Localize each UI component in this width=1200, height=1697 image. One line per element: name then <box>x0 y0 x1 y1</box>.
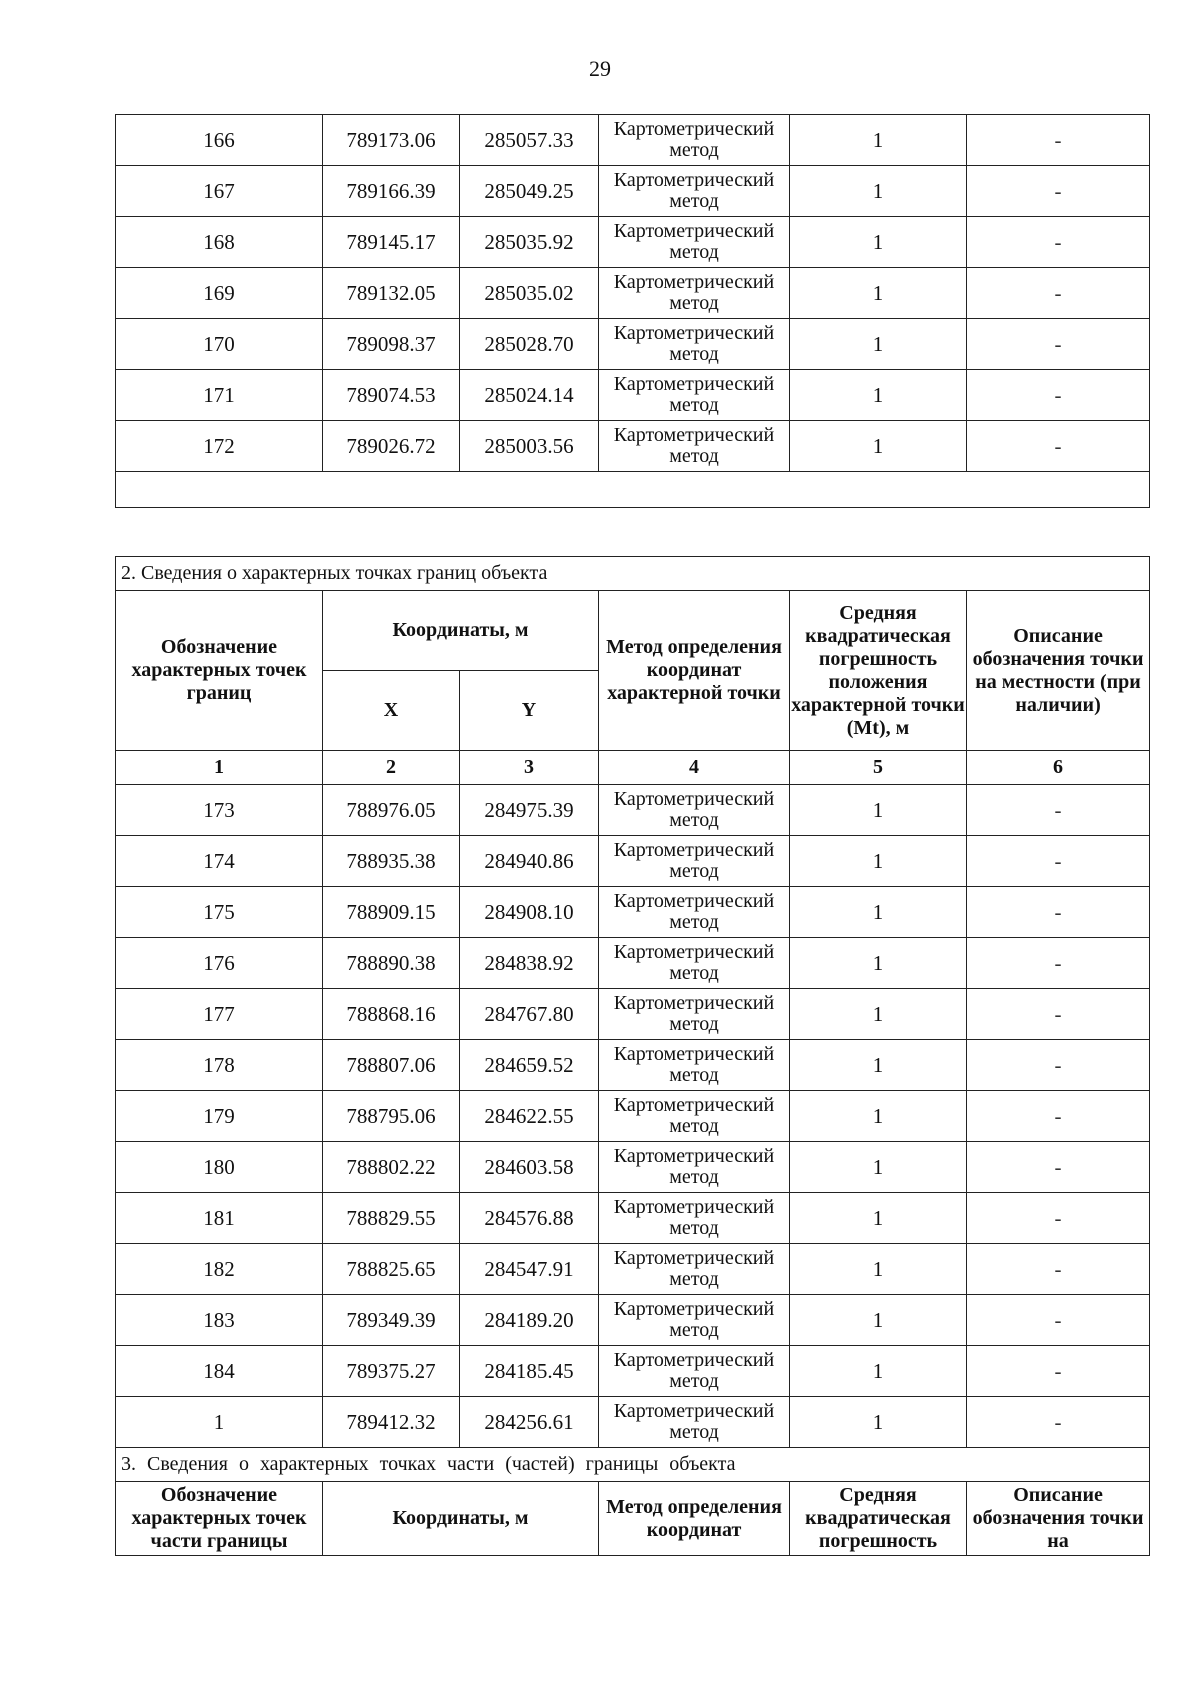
header-designation: Обозначение характерных точек границ <box>116 591 323 751</box>
error-value: 1 <box>790 1142 967 1193</box>
description-value: - <box>967 1295 1150 1346</box>
point-number: 168 <box>116 217 323 268</box>
point-number: 180 <box>116 1142 323 1193</box>
table-row <box>116 1040 1150 1091</box>
error-value: 1 <box>790 836 967 887</box>
method-cell: Картометрический метод <box>599 268 790 319</box>
coord-y: 284767.80 <box>460 989 599 1040</box>
coord-x: 789026.72 <box>323 421 460 472</box>
table-row <box>116 421 1150 472</box>
method-cell: Картометрический метод <box>599 989 790 1040</box>
description-value: - <box>967 1040 1150 1091</box>
coord-x: 788825.65 <box>323 1244 460 1295</box>
section3-title-row <box>116 1448 1150 1482</box>
error-value: 1 <box>790 989 967 1040</box>
coord-y: 284576.88 <box>460 1193 599 1244</box>
point-number: 182 <box>116 1244 323 1295</box>
table-row <box>116 166 1150 217</box>
table-boundary-points <box>115 556 1150 1556</box>
table-row <box>116 1397 1150 1448</box>
table-row <box>116 1142 1150 1193</box>
method-cell: Картометрический метод <box>599 836 790 887</box>
s3-header-error: Средняя квадратическая погрешность <box>790 1482 967 1556</box>
section3-title: 3. Сведения о характерных точках части (частей) границы объекта <box>116 1448 1150 1482</box>
description-value: - <box>967 319 1150 370</box>
coord-x: 788802.22 <box>323 1142 460 1193</box>
section2-header-row <box>116 591 1150 671</box>
table-row <box>116 319 1150 370</box>
method-cell: Картометрический метод <box>599 785 790 836</box>
coord-x: 788935.38 <box>323 836 460 887</box>
coord-x: 788829.55 <box>323 1193 460 1244</box>
header-description: Описание обозначения точки на местности (при наличии) <box>967 591 1150 751</box>
table-row <box>116 1244 1150 1295</box>
point-number: 166 <box>116 115 323 166</box>
coord-x: 789349.39 <box>323 1295 460 1346</box>
error-value: 1 <box>790 1040 967 1091</box>
coord-x: 788890.38 <box>323 938 460 989</box>
table-row <box>116 217 1150 268</box>
point-number: 181 <box>116 1193 323 1244</box>
coord-x: 789145.17 <box>323 217 460 268</box>
description-value: - <box>967 1142 1150 1193</box>
table-row <box>116 836 1150 887</box>
point-number: 1 <box>116 1397 323 1448</box>
coord-x: 788909.15 <box>323 887 460 938</box>
method-cell: Картометрический метод <box>599 1040 790 1091</box>
column-number: 5 <box>790 751 967 785</box>
error-value: 1 <box>790 115 967 166</box>
coord-y: 285003.56 <box>460 421 599 472</box>
error-value: 1 <box>790 370 967 421</box>
point-number: 170 <box>116 319 323 370</box>
table-continuation <box>115 114 1150 508</box>
header-y: Y <box>460 671 599 751</box>
section2-title-row <box>116 557 1150 591</box>
point-number: 173 <box>116 785 323 836</box>
method-cell: Картометрический метод <box>599 887 790 938</box>
table-row <box>116 1346 1150 1397</box>
coord-y: 284603.58 <box>460 1142 599 1193</box>
table-continuation-body <box>116 115 1150 472</box>
description-value: - <box>967 1244 1150 1295</box>
table-row <box>116 887 1150 938</box>
point-number: 174 <box>116 836 323 887</box>
description-value: - <box>967 989 1150 1040</box>
coord-y: 284908.10 <box>460 887 599 938</box>
method-cell: Картометрический метод <box>599 370 790 421</box>
coord-y: 284256.61 <box>460 1397 599 1448</box>
description-value: - <box>967 887 1150 938</box>
coord-x: 789173.06 <box>323 115 460 166</box>
coord-y: 285035.02 <box>460 268 599 319</box>
error-value: 1 <box>790 166 967 217</box>
header-x: X <box>323 671 460 751</box>
error-value: 1 <box>790 268 967 319</box>
error-value: 1 <box>790 938 967 989</box>
method-cell: Картометрический метод <box>599 1295 790 1346</box>
section2-title: 2. Сведения о характерных точках границ объекта <box>116 557 1150 591</box>
description-value: - <box>967 1091 1150 1142</box>
point-number: 179 <box>116 1091 323 1142</box>
coord-y: 284547.91 <box>460 1244 599 1295</box>
method-cell: Картометрический метод <box>599 1397 790 1448</box>
method-cell: Картометрический метод <box>599 166 790 217</box>
error-value: 1 <box>790 887 967 938</box>
method-cell: Картометрический метод <box>599 1142 790 1193</box>
table-row <box>116 785 1150 836</box>
coord-y: 284659.52 <box>460 1040 599 1091</box>
coord-x: 789412.32 <box>323 1397 460 1448</box>
section2-body <box>116 785 1150 1448</box>
description-value: - <box>967 166 1150 217</box>
point-number: 177 <box>116 989 323 1040</box>
coord-x: 788868.16 <box>323 989 460 1040</box>
coord-y: 285049.25 <box>460 166 599 217</box>
coord-y: 285057.33 <box>460 115 599 166</box>
method-cell: Картометрический метод <box>599 938 790 989</box>
description-value: - <box>967 268 1150 319</box>
column-number: 4 <box>599 751 790 785</box>
method-cell: Картометрический метод <box>599 1346 790 1397</box>
empty-row <box>116 472 1150 508</box>
point-number: 184 <box>116 1346 323 1397</box>
coord-y: 285035.92 <box>460 217 599 268</box>
coord-x: 789132.05 <box>323 268 460 319</box>
coord-y: 285028.70 <box>460 319 599 370</box>
table-row <box>116 989 1150 1040</box>
s3-header-method: Метод определения координат <box>599 1482 790 1556</box>
header-coords: Координаты, м <box>323 591 599 671</box>
error-value: 1 <box>790 1244 967 1295</box>
description-value: - <box>967 938 1150 989</box>
header-method: Метод определения координат характерной точки <box>599 591 790 751</box>
column-number: 1 <box>116 751 323 785</box>
description-value: - <box>967 370 1150 421</box>
coord-x: 788807.06 <box>323 1040 460 1091</box>
point-number: 171 <box>116 370 323 421</box>
column-number: 6 <box>967 751 1150 785</box>
error-value: 1 <box>790 785 967 836</box>
method-cell: Картометрический метод <box>599 217 790 268</box>
table-row <box>116 268 1150 319</box>
description-value: - <box>967 217 1150 268</box>
description-value: - <box>967 785 1150 836</box>
error-value: 1 <box>790 1295 967 1346</box>
method-cell: Картометрический метод <box>599 115 790 166</box>
method-cell: Картометрический метод <box>599 1091 790 1142</box>
s3-header-coords: Координаты, м <box>323 1482 599 1556</box>
column-number: 2 <box>323 751 460 785</box>
error-value: 1 <box>790 1193 967 1244</box>
point-number: 169 <box>116 268 323 319</box>
table-row <box>116 1091 1150 1142</box>
coord-y: 284189.20 <box>460 1295 599 1346</box>
coord-x: 789375.27 <box>323 1346 460 1397</box>
table-row <box>116 1295 1150 1346</box>
coord-y: 284622.55 <box>460 1091 599 1142</box>
error-value: 1 <box>790 319 967 370</box>
coord-x: 789074.53 <box>323 370 460 421</box>
coord-y: 284838.92 <box>460 938 599 989</box>
description-value: - <box>967 115 1150 166</box>
table-row <box>116 370 1150 421</box>
coord-y: 284185.45 <box>460 1346 599 1397</box>
description-value: - <box>967 836 1150 887</box>
page-number: 29 <box>589 56 611 81</box>
description-value: - <box>967 1346 1150 1397</box>
point-number: 167 <box>116 166 323 217</box>
s3-header-description: Описание обозначения точки на <box>967 1482 1150 1556</box>
description-value: - <box>967 1193 1150 1244</box>
coord-y: 284975.39 <box>460 785 599 836</box>
point-number: 176 <box>116 938 323 989</box>
error-value: 1 <box>790 1397 967 1448</box>
table-row <box>116 1193 1150 1244</box>
description-value: - <box>967 1397 1150 1448</box>
coord-x: 789166.39 <box>323 166 460 217</box>
error-value: 1 <box>790 217 967 268</box>
coord-x: 788795.06 <box>323 1091 460 1142</box>
column-number-row <box>116 751 1150 785</box>
method-cell: Картометрический метод <box>599 421 790 472</box>
coord-x: 789098.37 <box>323 319 460 370</box>
table-row <box>116 938 1150 989</box>
section3-header-row <box>116 1482 1150 1556</box>
method-cell: Картометрический метод <box>599 319 790 370</box>
description-value: - <box>967 421 1150 472</box>
header-error: Средняя квадратическая погрешность положения характерной точки (Mt), м <box>790 591 967 751</box>
point-number: 172 <box>116 421 323 472</box>
error-value: 1 <box>790 421 967 472</box>
point-number: 178 <box>116 1040 323 1091</box>
error-value: 1 <box>790 1346 967 1397</box>
coord-y: 284940.86 <box>460 836 599 887</box>
table-row <box>116 115 1150 166</box>
point-number: 183 <box>116 1295 323 1346</box>
method-cell: Картометрический метод <box>599 1193 790 1244</box>
error-value: 1 <box>790 1091 967 1142</box>
empty-cell <box>116 472 1150 508</box>
point-number: 175 <box>116 887 323 938</box>
coord-x: 788976.05 <box>323 785 460 836</box>
coord-y: 285024.14 <box>460 370 599 421</box>
method-cell: Картометрический метод <box>599 1244 790 1295</box>
s3-header-designation: Обозначение характерных точек части границы <box>116 1482 323 1556</box>
column-number: 3 <box>460 751 599 785</box>
